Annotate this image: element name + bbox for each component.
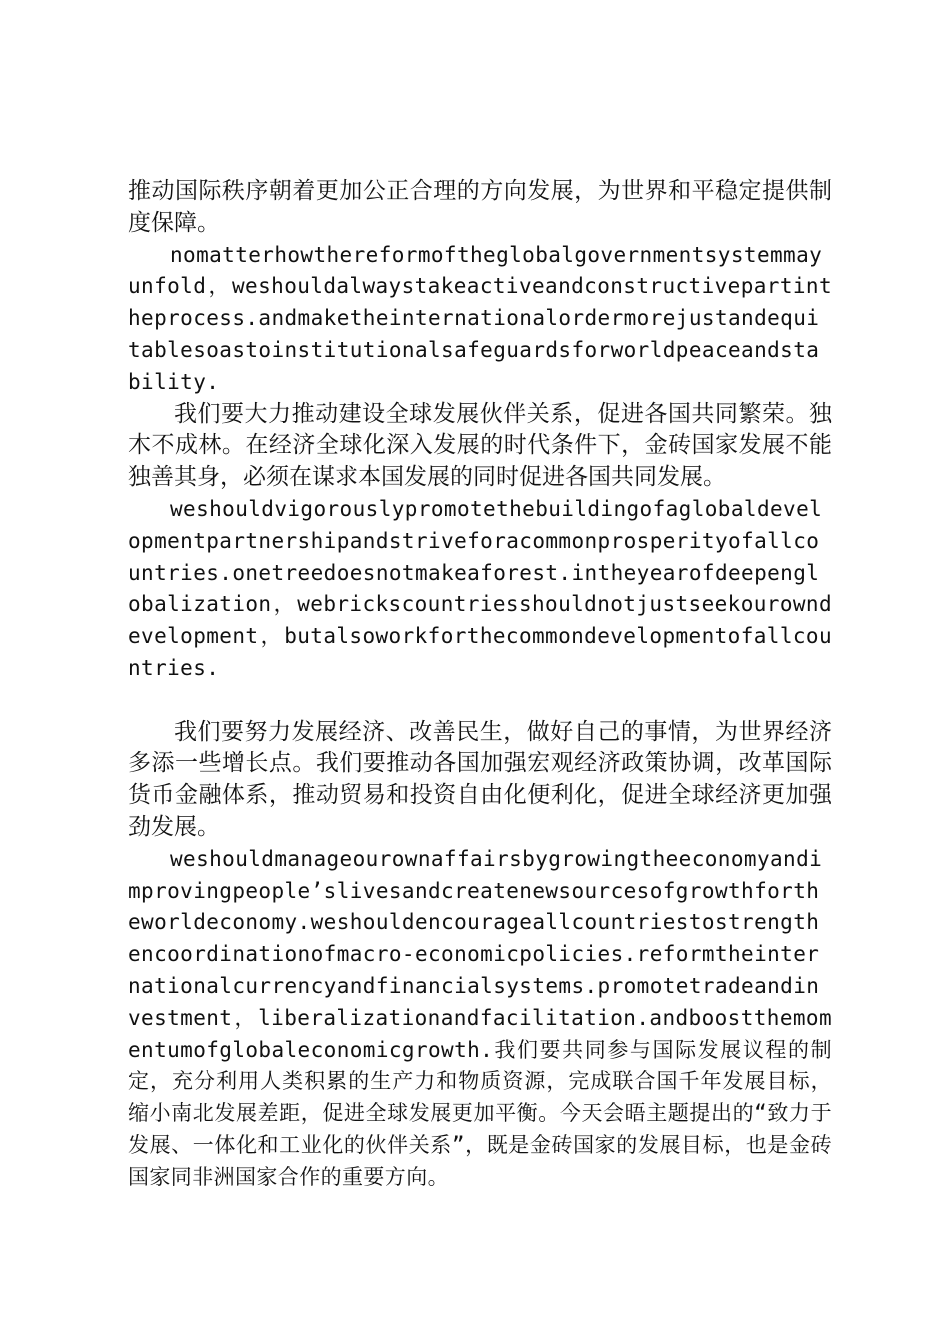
paragraph-partnership-en: weshouldvigorouslypromotethebuildingofaglobaldevelopmentpartnershipandstriveforacommonprosperityofallcountries.onetreedoesnotmakeaforest.intheyearofdeepenglobalization，webrickscountriesshouldnotjustseekourowndevelopment，butalsoworkforthecommondevelopmentofallcountries. <box>128 496 832 680</box>
paragraph-economy-en: weshouldmanageourownaffairsbygrowingtheeconomyandimprovingpeople’slivesandcreatenewsourcesofgrowthfortheworldeconomy.weshouldencourageallcountriestostrengthencoordinationofmacro-economicpolicies.reformtheinternationalcurrencyandfinancialsystems.promotetradeandinvestment，liberalizationandfacilitation.andboostthemomentumofglobaleconomicgrowth.我们要共同参与国际发展议程的制定，充分利用人类积累的生产力和物质资源，完成联合国千年发展目标，缩小南北发展差距，促进全球发展更加平衡。今天会晤主题提出的“致力于发展、一体化和工业化的伙伴关系”，既是金砖国家的发展目标，也是金砖国家同非洲国家合作的重要方向。 <box>128 846 832 1189</box>
paragraph-economy-zh: 我们要努力发展经济、改善民生，做好自己的事情，为世界经济多添一些增长点。我们要推动各国加强宏观经济政策协调，改革国际货币金融体系，推动贸易和投资自由化便利化，促进全球经济更加强劲发展。 <box>128 718 832 840</box>
document-body <box>128 176 832 1194</box>
paragraph-reform-en: nomatterhowthereformoftheglobalgovernmentsystemmayunfold，weshouldalwaystakeactiveandconstructivepartintheprocess.andmaketheinternationalordermorejustandequitablesoastoinstitutionalsafeguardsforworldpeaceandstability. <box>128 242 832 394</box>
paragraph-continuation-zh: 推动国际秩序朝着更加公正合理的方向发展，为世界和平稳定提供制度保障。 <box>128 178 832 236</box>
paragraph-partnership-zh: 我们要大力推动建设全球发展伙伴关系，促进各国共同繁荣。独木不成林。在经济全球化深入发展的时代条件下，金砖国家发展不能独善其身，必须在谋求本国发展的同时促进各国共同发展。 <box>128 400 832 491</box>
paragraph-spacer <box>128 685 832 717</box>
